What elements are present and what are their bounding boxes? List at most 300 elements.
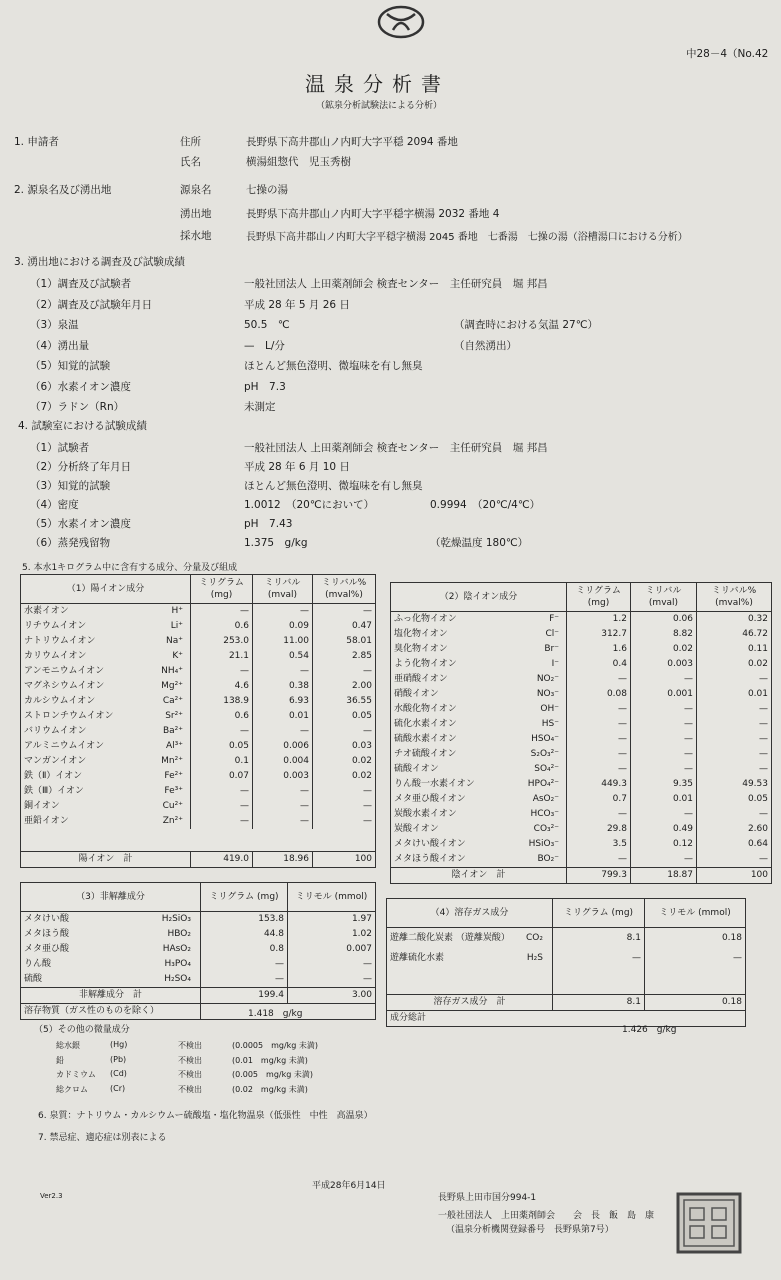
s4-row-note: 0.9994 （20℃/4℃） [430, 499, 541, 511]
nondiss-row-mg: 0.8 [201, 942, 288, 957]
cation-row-pct: 58.01 [346, 636, 372, 646]
s2-src: 七操の湯 [246, 184, 288, 196]
anion-row-formula: HPO₄²⁻ [527, 779, 559, 789]
nondiss-row [21, 972, 375, 987]
nondiss-row-name: メタけい酸 [24, 914, 70, 924]
anion-row-mval: 0.003 [631, 657, 697, 672]
gas-row-name-cell [387, 948, 553, 968]
anion-total-label: 陰イオン 計 [391, 868, 567, 883]
anion-row-pct: — [759, 704, 768, 714]
cation-row [21, 679, 375, 694]
anion-row-name-cell [391, 642, 567, 657]
nondiss-row-mg: 44.8 [201, 927, 288, 942]
cation-row [21, 709, 375, 724]
cation-row-mval: — [253, 664, 313, 679]
cation-row-mval: 6.93 [253, 694, 313, 709]
anion-row-pct: 0.11 [747, 644, 768, 654]
cation-row-name: リチウムイオン [24, 621, 87, 631]
nondiss-row-formula: HAsO₂ [162, 944, 191, 954]
s3-row-label: （2）調査及び試験年月日 [30, 298, 153, 311]
nondiss-row-name-cell [21, 927, 201, 942]
dissolved-value: 1.418 g/kg [248, 1009, 303, 1019]
cation-row-mg: — [191, 784, 253, 799]
anion-row-formula: AsO₂⁻ [532, 794, 559, 804]
anion-row-mg: 449.3 [567, 777, 631, 792]
anion-row [391, 747, 771, 762]
anion-row-mval: — [631, 702, 697, 717]
nondiss-row [21, 927, 375, 942]
cation-title: （1）陽イオン成分 [21, 575, 191, 603]
gas-h-mmol: ミリモル (mmol) [659, 908, 731, 918]
gas-total-mmol: 0.18 [721, 997, 742, 1007]
anion-row-name: 臭化物イオン [394, 644, 448, 654]
cation-total-label: 陽イオン 計 [21, 852, 191, 867]
gas-total-row [387, 994, 745, 1010]
anion-total-mg: 799.3 [567, 868, 631, 883]
cation-row-pct: — [363, 726, 372, 736]
anion-row-mval: 8.82 [631, 627, 697, 642]
cation-row-pct: 2.85 [351, 651, 372, 661]
anion-row-pct: — [759, 674, 768, 684]
nondiss-row-name-cell [21, 942, 201, 957]
cation-row-name-cell [21, 739, 191, 754]
nondiss-row-mmol: 1.02 [351, 929, 372, 939]
nondiss-row-mmol: 0.007 [346, 944, 372, 954]
anion-row-name: よう化物イオン [394, 659, 457, 669]
anion-row-mval: 0.001 [631, 687, 697, 702]
anion-row-mval: 0.49 [631, 822, 697, 837]
cation-row-name-cell [21, 694, 191, 709]
anion-row-pct: 0.01 [747, 689, 768, 699]
anion-row-name: 炭酸水素イオン [394, 809, 457, 819]
anion-row-name-cell [391, 837, 567, 852]
anion-row-name-cell [391, 762, 567, 777]
cation-row-name: 亜鉛イオン [24, 816, 69, 826]
anion-row-name-cell [391, 627, 567, 642]
nondiss-row-name-cell [21, 972, 201, 987]
cation-row-name-cell [21, 664, 191, 679]
cation-row [21, 604, 375, 619]
nondiss-table [20, 882, 376, 1020]
anion-row-mg: 29.8 [567, 822, 631, 837]
nondiss-row-mg: 153.8 [201, 912, 288, 927]
cation-row [21, 784, 375, 799]
nondiss-row-mmol: — [363, 974, 372, 984]
anion-row-name: 亜硝酸イオン [394, 674, 448, 684]
cation-total-row [21, 851, 375, 867]
anion-row-name: メタ亜ひ酸イオン [394, 794, 466, 804]
s1-name-label: 氏名 [180, 156, 201, 168]
cation-row-formula: Na⁺ [166, 636, 183, 646]
nondiss-h-mg: ミリグラム (mg) [201, 883, 288, 911]
anion-row [391, 732, 771, 747]
anion-row-pct: 0.05 [747, 794, 768, 804]
official-seal-icon [676, 1192, 742, 1254]
cation-row-mval: — [253, 724, 313, 739]
nondiss-title: （3）非解離成分 [21, 883, 201, 911]
anion-row-formula: S₂O₃²⁻ [530, 749, 559, 759]
anion-row-mval: — [631, 747, 697, 762]
cation-row-pct: 0.05 [351, 711, 372, 721]
anion-row-formula: BO₂⁻ [537, 854, 559, 864]
anion-title: （2）陰イオン成分 [391, 583, 567, 611]
issuer-registration: （温泉分析機関登録番号 長野県第7号） [446, 1225, 614, 1235]
s1-addr: 長野県下高井郡山ノ内町大字平穏 2094 番地 [246, 136, 458, 148]
cation-row [21, 754, 375, 769]
cation-body [21, 604, 375, 829]
anion-row-pct: — [759, 854, 768, 864]
s6-spring-quality: 6. 泉質：ナトリウム・カルシウムー硫酸塩・塩化物温泉（低張性 中性 高温泉） [38, 1111, 373, 1121]
anion-row-mval: — [631, 732, 697, 747]
trace-symbol: (Hg) [110, 1040, 128, 1049]
cation-row [21, 649, 375, 664]
cation-row-formula: K⁺ [172, 651, 183, 661]
anion-row-formula: HS⁻ [541, 719, 559, 729]
s2-smp: 長野県下高井郡山ノ内町大字平穏字横湯 2045 番地 七番湯 七操の湯（浴槽湯口における分析） [246, 232, 688, 243]
anion-row-pct: 46.72 [742, 629, 768, 639]
s3-row-value: ほとんど無色澄明、微塩味を有し無臭 [244, 360, 423, 372]
anion-row [391, 612, 771, 627]
cation-row-mg: 253.0 [191, 634, 253, 649]
cation-row-mg: — [191, 799, 253, 814]
cation-row [21, 619, 375, 634]
cation-row-mg: 138.9 [191, 694, 253, 709]
anion-row-pct: 0.02 [747, 659, 768, 669]
cation-row-name-cell [21, 724, 191, 739]
cation-row-mval: 0.38 [253, 679, 313, 694]
cation-row [21, 634, 375, 649]
trace-limit: (0.0005 mg/kg 未満) [232, 1041, 319, 1050]
anion-row-name-cell [391, 792, 567, 807]
cation-row-mval: 0.54 [253, 649, 313, 664]
cation-h-mval: ミリバル (mval) [253, 575, 313, 603]
sum-label: 成分総計 [390, 1013, 427, 1023]
trace-symbol: (Cd) [110, 1069, 127, 1078]
cation-row-name-cell [21, 784, 191, 799]
s5-head: 5. 本水1キログラム中に含有する成分、分量及び組成 [22, 563, 238, 573]
cation-row-mval: 0.09 [253, 619, 313, 634]
cation-row-formula: Al³⁺ [165, 741, 183, 751]
s3-row-label: （4）湧出量 [30, 339, 90, 352]
anion-row [391, 777, 771, 792]
nondiss-row-formula: H₃PO₄ [164, 959, 191, 969]
gas-row-mg: 8.1 [553, 928, 645, 948]
anion-row [391, 807, 771, 822]
s4-head: 4. 試験室における試験成績 [18, 420, 147, 432]
anion-row-pct: — [759, 764, 768, 774]
anion-table [390, 582, 772, 884]
s4-row-label: （4）密度 [30, 499, 79, 511]
anion-row-formula: OH⁻ [540, 704, 559, 714]
anion-row-pct: — [759, 809, 768, 819]
anion-row-mg: — [567, 732, 631, 747]
anion-row-formula: SO₄²⁻ [534, 764, 559, 774]
trace-title: （5）その他の微量成分 [34, 1025, 130, 1035]
anion-row-name-cell [391, 717, 567, 732]
trace-limit: (0.005 mg/kg 未満) [232, 1070, 313, 1079]
cation-row-mval: 0.006 [253, 739, 313, 754]
s3-row-label: （1）調査及び試験者 [30, 278, 132, 290]
anion-row-mval: 0.02 [631, 642, 697, 657]
s3-row-label: （6）水素イオン濃度 [30, 380, 131, 393]
anion-row-mval: 0.01 [631, 792, 697, 807]
cation-row-mg: — [191, 664, 253, 679]
cation-row-formula: Li⁺ [170, 621, 183, 631]
version: Ver2.3 [40, 1192, 63, 1200]
cation-row-pct: — [363, 816, 372, 826]
cation-row-pct: — [363, 801, 372, 811]
cation-row-mg: 0.07 [191, 769, 253, 784]
cation-row-mval: — [253, 799, 313, 814]
cation-row-formula: Ca²⁺ [162, 696, 183, 706]
nondiss-header [21, 883, 375, 912]
cation-row-name: カルシウムイオン [24, 696, 96, 706]
gas-row-formula: CO₂ [526, 933, 543, 943]
gas-title: （4）溶存ガス成分 [387, 899, 553, 927]
trace-name: 鉛 [56, 1055, 64, 1065]
nondiss-total-label: 非解離成分 計 [21, 988, 201, 1003]
nondiss-row-name: りん酸 [24, 959, 52, 969]
s2-out: 長野県下高井郡山ノ内町大字平穏字横湯 2032 番地 4 [246, 208, 500, 220]
cation-row-mg: 21.1 [191, 649, 253, 664]
s3-row-value: — L/分 [244, 339, 285, 352]
s4-row-value: 1.0012 （20℃において） [244, 499, 375, 511]
anion-row-name: 硫化水素イオン [394, 719, 457, 729]
anion-row-name: 炭酸イオン [394, 824, 439, 834]
nondiss-total-mg: 199.4 [201, 988, 288, 1003]
cation-row-mval: — [253, 604, 313, 619]
anion-row-mval: 0.06 [631, 612, 697, 627]
anion-row-pct: 0.32 [747, 614, 768, 624]
cation-row-mg: 0.05 [191, 739, 253, 754]
s1-head: 1. 申請者 [14, 136, 59, 148]
anion-header [391, 583, 771, 612]
s3-row-label: （7）ラドン（Rn） [30, 401, 125, 413]
cation-row-pct: — [363, 606, 372, 616]
cation-row-mg: 4.6 [191, 679, 253, 694]
anion-row [391, 762, 771, 777]
anion-row-mval: 9.35 [631, 777, 697, 792]
cation-row-formula: Mn²⁺ [161, 756, 183, 766]
s3-row-label: （5）知覚的試験 [30, 360, 111, 372]
anion-row-formula: Cl⁻ [545, 629, 559, 639]
cation-row-mval: 0.01 [253, 709, 313, 724]
cation-row-name-cell [21, 769, 191, 784]
cation-row-formula: Fe²⁺ [164, 771, 183, 781]
anion-row-mg: 0.4 [567, 657, 631, 672]
anion-row-formula: CO₃²⁻ [533, 824, 559, 834]
cation-row-pct: 0.03 [351, 741, 372, 751]
anion-h-mval: ミリバル (mval) [631, 583, 697, 611]
anion-row-name-cell [391, 702, 567, 717]
nondiss-row-formula: HBO₂ [167, 929, 191, 939]
s1-name: 横湯組惣代 児玉秀樹 [246, 156, 351, 168]
anion-row [391, 672, 771, 687]
gas-spacer-a [387, 968, 553, 994]
gas-spacer-b [553, 968, 645, 994]
anion-row-mval: — [631, 852, 697, 867]
s2-smp-label: 採水地 [180, 230, 212, 242]
anion-row-name-cell [391, 822, 567, 837]
cation-total-pct: 100 [354, 854, 372, 864]
anion-row-formula: Br⁻ [544, 644, 559, 654]
anion-row-mg: 312.7 [567, 627, 631, 642]
cation-row-name-cell [21, 799, 191, 814]
cation-row-name-cell [21, 634, 191, 649]
cation-row [21, 739, 375, 754]
trace-name: カドミウム [56, 1070, 96, 1079]
cation-h-mg: ミリグラム (mg) [191, 575, 253, 603]
s4-row-label: （6）蒸発残留物 [30, 537, 111, 549]
cation-row-mval: — [253, 814, 313, 829]
cation-row-name: 銅イオン [24, 801, 60, 811]
anion-row [391, 852, 771, 867]
anion-row-mg: — [567, 717, 631, 732]
gas-body [387, 928, 745, 968]
anion-row-name-cell [391, 747, 567, 762]
anion-row-mval: — [631, 762, 697, 777]
anion-row-formula: NO₃⁻ [536, 689, 559, 699]
s4-row-label: （2）分析終了年月日 [30, 461, 132, 473]
anion-row-mval: — [631, 807, 697, 822]
cation-h-pct: ミリバル% (mval%) [321, 578, 367, 600]
nondiss-row-mg: — [201, 972, 288, 987]
issuer-address: 長野県上田市国分994-1 [438, 1193, 537, 1203]
cation-row-name: 水素イオン [24, 606, 69, 616]
cation-row-formula: Cu²⁺ [162, 801, 183, 811]
anion-row-name: チオ硫酸イオン [394, 749, 457, 759]
cation-row [21, 664, 375, 679]
trace-limit: (0.02 mg/kg 未満) [232, 1084, 308, 1094]
nondiss-row-mg: — [201, 957, 288, 972]
gas-table [386, 898, 746, 1027]
anion-row-formula: HSO₄⁻ [531, 734, 559, 744]
nondiss-row [21, 957, 375, 972]
cation-row [21, 799, 375, 814]
gas-h-mg: ミリグラム (mg) [553, 899, 645, 927]
nondiss-row [21, 912, 375, 927]
s3-row-value: 平成 28 年 5 月 26 日 [244, 298, 350, 311]
s4-row-note: （乾燥温度 180℃） [430, 537, 529, 549]
gas-total-mg: 8.1 [553, 995, 645, 1010]
cation-row-mval: — [253, 784, 313, 799]
cation-row-mg: — [191, 814, 253, 829]
cation-row-name: ナトリウムイオン [24, 636, 96, 646]
anion-row-name: りん酸一水素イオン [394, 779, 475, 789]
anion-row [391, 792, 771, 807]
cation-row-formula: Mg²⁺ [161, 681, 183, 691]
cation-row-mg: — [191, 724, 253, 739]
trace-symbol: (Cr) [110, 1083, 126, 1093]
gas-spacer [387, 968, 745, 994]
cation-row-pct: 0.47 [351, 621, 372, 631]
dissolved-label: 溶存物質（ガス性のものを除く） [21, 1004, 201, 1019]
anion-row-pct: 2.60 [747, 824, 768, 834]
anion-row-name-cell [391, 732, 567, 747]
s2-src-label: 源泉名 [180, 184, 212, 196]
cation-row-name: アルミニウムイオン [24, 741, 105, 751]
trace-result: 不検出 [178, 1041, 202, 1050]
cation-row-name: 鉄（Ⅱ）イオン [24, 771, 83, 781]
anion-row [391, 687, 771, 702]
anion-row-name: 硫酸水素イオン [394, 734, 457, 744]
trace-limit: (0.01 mg/kg 未満) [232, 1055, 308, 1065]
cation-row [21, 724, 375, 739]
s3-row-value: 未測定 [244, 401, 276, 413]
s2-out-label: 湧出地 [180, 208, 212, 220]
cation-row-formula: Fe³⁺ [164, 786, 183, 796]
cation-row-name: マンガンイオン [24, 756, 87, 766]
anion-row-pct: — [759, 734, 768, 744]
anion-row-mg: 0.7 [567, 792, 631, 807]
anion-row-pct: — [759, 749, 768, 759]
nondiss-row-formula: H₂SiO₃ [161, 914, 191, 924]
anion-row-mg: — [567, 762, 631, 777]
anion-row [391, 702, 771, 717]
anion-h-pct: ミリバル% (mval%) [711, 586, 757, 608]
gas-row-mmol: — [733, 953, 742, 963]
cation-total-mg: 419.0 [191, 852, 253, 867]
cation-row-name: アンモニウムイオン [24, 666, 105, 676]
cation-row-name-cell [21, 604, 191, 619]
cation-row-mg: — [191, 604, 253, 619]
s3-row-label: （3）泉温 [30, 319, 79, 331]
gas-row-mmol: 0.18 [721, 933, 742, 943]
cation-header [21, 575, 375, 604]
s4-row-value: 1.375 g/kg [244, 537, 308, 549]
cation-row-mval: 0.003 [253, 769, 313, 784]
anion-row-formula: F⁻ [549, 614, 559, 624]
issue-date: 平成28年6月14日 [312, 1181, 386, 1191]
anion-row [391, 627, 771, 642]
anion-row [391, 657, 771, 672]
anion-row-pct: 49.53 [742, 779, 768, 789]
cation-row-name-cell [21, 709, 191, 724]
s2-head: 2. 源泉名及び湧出地 [14, 184, 112, 196]
cation-row-mg: 0.6 [191, 709, 253, 724]
dissolved-row [21, 1003, 375, 1019]
anion-row-name: ふっ化物イオン [394, 614, 457, 624]
s4-row-label: （1）試験者 [30, 442, 90, 454]
s4-row-value: 一般社団法人 上田薬剤師会 検査センター 主任研究員 堀 邦昌 [244, 442, 548, 454]
s4-row-value: pH 7.43 [244, 518, 293, 530]
cation-row-pct: 36.55 [346, 696, 372, 706]
anion-row-mg: — [567, 807, 631, 822]
anion-row-formula: NO₂⁻ [536, 674, 559, 684]
cation-row-formula: Zn²⁺ [162, 816, 183, 826]
cation-row-name-cell [21, 649, 191, 664]
anion-row-mg: — [567, 852, 631, 867]
nondiss-total-mmol: 3.00 [351, 990, 372, 1000]
anion-total-mval: 18.87 [631, 868, 697, 883]
gas-row-formula: H₂S [526, 953, 543, 963]
cation-row [21, 694, 375, 709]
document-subtitle: （鉱泉分析試験法による分析） [316, 101, 443, 111]
trace-result: 不検出 [178, 1084, 202, 1094]
anion-row-formula: HSiO₃⁻ [528, 839, 559, 849]
anion-row-pct: 0.64 [747, 839, 768, 849]
anion-row-mval: — [631, 672, 697, 687]
s1-addr-label: 住所 [180, 136, 201, 148]
issuer-name: 一般社団法人 上田薬剤師会 会 長 飯 島 康 [438, 1211, 655, 1221]
s4-row-label: （3）知覚的試験 [30, 480, 111, 492]
s4-row-value: 平成 28 年 6 月 10 日 [244, 461, 350, 473]
cation-row-formula: Sr²⁺ [165, 711, 183, 721]
anion-row-mval: — [631, 717, 697, 732]
nondiss-row-name: メタ亜ひ酸 [24, 944, 70, 954]
anion-row-name: メタほう酸イオン [394, 854, 466, 864]
s3-row-value: 50.5 ℃ [244, 319, 290, 331]
